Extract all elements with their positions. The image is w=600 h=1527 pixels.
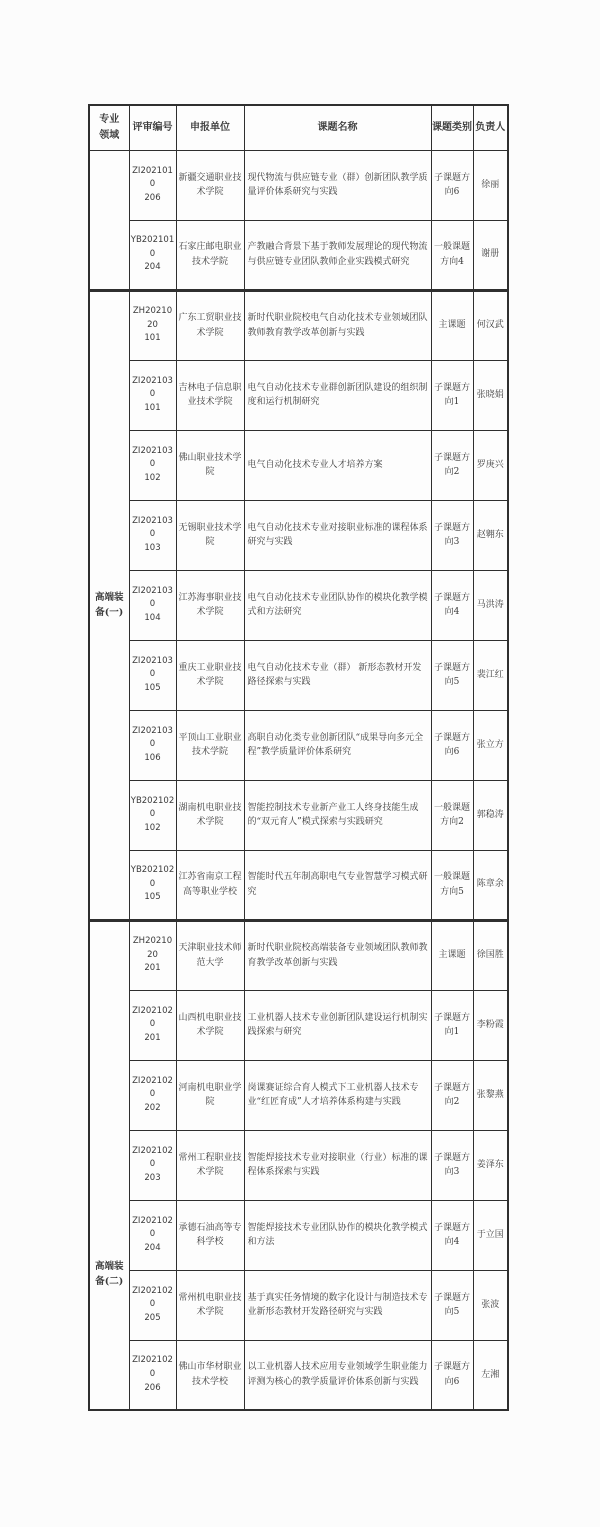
table-row [89,710,508,780]
cell-unit: 山西机电职业技术学院 [176,990,244,1060]
cell-title: 智能控制技术专业新产业工人终身技能生成的“双元育人”模式探索与实践研究 [244,780,431,850]
cell-title: 智能焊接技术专业团队协作的模块化教学模式和方法 [244,1200,431,1270]
cell-title: 电气自动化技术专业人才培养方案 [244,430,431,500]
cell-review-code [129,360,176,430]
table-row [89,1340,508,1410]
field-group-label [89,920,129,1410]
cell-unit: 平顶山工业职业技术学院 [176,710,244,780]
cell-category: 子课题方向6 [431,1340,473,1410]
cell-category: 子课题方向1 [431,990,473,1060]
review-code-line: 203 [144,1172,161,1183]
cell-leader: 张黎燕 [473,1060,508,1130]
cell-category: 子课题方向3 [431,1130,473,1200]
header-category: 课题类别 [431,105,473,150]
table-row [89,920,508,990]
cell-category: 子课题方向5 [431,1270,473,1340]
review-code-line: 206 [144,1382,161,1393]
cell-review-code [129,1340,176,1410]
cell-review-code [129,1200,176,1270]
table-row [89,640,508,710]
cell-title: 电气自动化技术专业对接职业标准的课程体系研究与实践 [244,500,431,570]
table-row [89,360,508,430]
table-row [89,570,508,640]
review-code-line: 102 [144,822,161,833]
review-code-line: ZI2021030 [132,655,173,680]
table-row [89,150,508,220]
field-group-label-line: 高端装 [94,591,124,603]
table-body [89,150,508,1410]
review-code-line: 205 [144,1312,161,1323]
review-code-line: 202 [144,1102,161,1113]
header-leader: 负责人 [473,105,508,150]
table-row [89,990,508,1060]
review-code-line: ZI2021030 [132,725,173,750]
header-review-code: 评审编号 [129,105,176,150]
cell-category: 子课题方向5 [431,640,473,710]
review-code-line: ZI2021030 [132,445,173,470]
cell-leader: 姜泽东 [473,1130,508,1200]
field-group-label-line: 备(一) [95,607,124,618]
cell-leader: 马洪涛 [473,570,508,640]
review-code-line: 201 [144,963,161,974]
review-code-line: 206 [144,192,161,203]
table-row [89,220,508,290]
header-title: 课题名称 [244,105,431,150]
cell-leader: 李粉霞 [473,990,508,1060]
cell-title: 现代物流与供应链专业（群）创新团队教学质量评价体系研究与实践 [244,150,431,220]
cell-category: 子课题方向4 [431,570,473,640]
cell-category: 子课题方向4 [431,1200,473,1270]
table-row [89,290,508,360]
cell-title: 岗课赛证综合育人模式下工业机器人技术专业“红匠育成”人才培养体系构建与实践 [244,1060,431,1130]
cell-review-code [129,500,176,570]
cell-title: 智能焊接技术专业对接职业（行业）标准的课程体系探索与实践 [244,1130,431,1200]
table-row [89,430,508,500]
cell-unit: 佛山市华材职业技术学校 [176,1340,244,1410]
review-code-line: 101 [144,402,161,413]
cell-title: 基于真实任务情境的数字化设计与制造技术专业新形态教材开发路径研究与实践 [244,1270,431,1340]
review-code-line: 104 [144,612,161,623]
cell-title: 电气自动化技术专业（群） 新形态教材开发路径探索与实践 [244,640,431,710]
cell-unit: 常州机电职业技术学院 [176,1270,244,1340]
cell-unit: 湖南机电职业技术学院 [176,780,244,850]
cell-leader: 于立国 [473,1200,508,1270]
review-code-line: 103 [144,542,161,553]
cell-title: 新时代职业院校高端装备专业领域团队教师教育教学改革创新与实践 [244,920,431,990]
review-code-line: ZI2021020 [132,1215,173,1240]
cell-review-code [129,220,176,290]
review-code-line: YB2021020 [130,865,175,889]
cell-category: 一般课题方向5 [431,850,473,920]
review-code-line: 101 [144,333,161,344]
cell-title: 工业机器人技术专业创新团队建设运行机制实践探索与研究 [244,990,431,1060]
review-code-line: YB2021010 [130,235,175,259]
cell-review-code [129,1130,176,1200]
cell-unit: 重庆工业职业技术学院 [176,640,244,710]
header-field [89,105,129,150]
cell-review-code [129,150,176,220]
cell-title: 电气自动化技术专业群创新团队建设的组织制度和运行机制研究 [244,360,431,430]
review-code-line: ZI2021010 [132,165,173,190]
cell-unit: 无锡职业技术学院 [176,500,244,570]
cell-title: 智能时代五年制高职电气专业智慧学习模式研究 [244,850,431,920]
cell-category: 一般课题方向4 [431,220,473,290]
cell-category: 一般课题方向2 [431,780,473,850]
review-table [88,104,509,1411]
cell-unit: 江苏海事职业技术学院 [176,570,244,640]
cell-title: 高职自动化类专业创新团队“成果导向多元全程”教学质量评价体系研究 [244,710,431,780]
cell-review-code [129,640,176,710]
cell-leader: 张晓娟 [473,360,508,430]
table-row [89,850,508,920]
table-row [89,1270,508,1340]
cell-title: 产教融合背景下基于教师发展理论的现代物流与供应链专业团队教师企业实践模式研究 [244,220,431,290]
cell-leader: 徐丽 [473,150,508,220]
cell-leader: 张波 [473,1270,508,1340]
review-code-line: ZI2021020 [132,1005,173,1030]
review-code-line: ZI2021030 [132,375,173,400]
cell-category: 子课题方向6 [431,150,473,220]
review-code-line: ZI2021020 [132,1285,173,1310]
cell-review-code [129,430,176,500]
table-row [89,780,508,850]
review-code-line: ZI2021020 [132,1355,173,1379]
cell-leader: 左湘 [473,1340,508,1410]
review-code-line: 105 [144,682,161,693]
table-row [89,1060,508,1130]
cell-leader: 罗庚兴 [473,430,508,500]
header-field-line: 领域 [99,129,120,141]
cell-leader: 徐国胜 [473,920,508,990]
review-code-line: 106 [144,752,161,763]
cell-category: 主课题 [431,290,473,360]
field-group-label [89,150,129,290]
header-field-line: 专业 [99,113,120,125]
table-header [89,105,508,150]
review-code-line: ZI2021020 [132,1145,173,1170]
cell-review-code [129,920,176,990]
cell-category: 子课题方向2 [431,430,473,500]
cell-title: 电气自动化技术专业团队协作的模块化教学模式和方法研究 [244,570,431,640]
review-code-line: 201 [144,1032,161,1043]
cell-unit: 常州工程职业技术学院 [176,1130,244,1200]
cell-unit: 石家庄邮电职业技术学院 [176,220,244,290]
cell-unit: 承德石油高等专科学校 [176,1200,244,1270]
cell-title: 新时代职业院校电气自动化技术专业领域团队教师教育教学改革创新与实践 [244,290,431,360]
review-code-line: ZH2021020 [132,936,173,960]
cell-leader: 裴江红 [473,640,508,710]
cell-review-code [129,1270,176,1340]
cell-unit: 吉林电子信息职业技术学院 [176,360,244,430]
cell-leader: 谢册 [473,220,508,290]
cell-leader: 何汉武 [473,290,508,360]
cell-unit: 新疆交通职业技术学院 [176,150,244,220]
table-row [89,1200,508,1270]
cell-category: 子课题方向2 [431,1060,473,1130]
table-row [89,1130,508,1200]
cell-category: 主课题 [431,920,473,990]
review-code-line: ZH2021020 [132,306,173,330]
cell-review-code [129,570,176,640]
cell-category: 子课题方向6 [431,710,473,780]
cell-review-code [129,780,176,850]
header-row [89,105,508,150]
field-group-label-line: 备(二) [95,1275,124,1287]
cell-review-code [129,290,176,360]
cell-unit: 广东工贸职业技术学院 [176,290,244,360]
review-code-line: YB2021020 [130,795,175,820]
header-unit: 申报单位 [176,105,244,150]
cell-unit: 佛山职业技术学院 [176,430,244,500]
cell-review-code [129,990,176,1060]
cell-unit: 江苏省南京工程高等职业学校 [176,850,244,920]
table-row [89,500,508,570]
cell-leader: 张立方 [473,710,508,780]
cell-title: 以工业机器人技术应用专业领域学生职业能力评测为核心的教学质量评价体系创新与实践 [244,1340,431,1410]
cell-review-code [129,1060,176,1130]
review-code-line: ZI2021030 [132,515,173,540]
review-code-line: 204 [144,1242,161,1253]
cell-leader: 赵翱东 [473,500,508,570]
cell-review-code [129,710,176,780]
cell-category: 子课题方向1 [431,360,473,430]
cell-unit: 天津职业技术师范大学 [176,920,244,990]
review-code-line: ZI2021030 [132,585,173,610]
cell-review-code [129,850,176,920]
review-code-line: 204 [144,262,161,273]
review-code-line: ZI2021020 [132,1075,173,1100]
review-code-line: 105 [144,892,161,903]
field-group-label [89,290,129,920]
cell-leader: 郭稳涛 [473,780,508,850]
cell-unit: 河南机电职业学院 [176,1060,244,1130]
review-code-line: 102 [144,472,161,483]
field-group-label-line: 高端装 [94,1260,124,1272]
cell-category: 子课题方向3 [431,500,473,570]
cell-leader: 陈章余 [473,850,508,920]
